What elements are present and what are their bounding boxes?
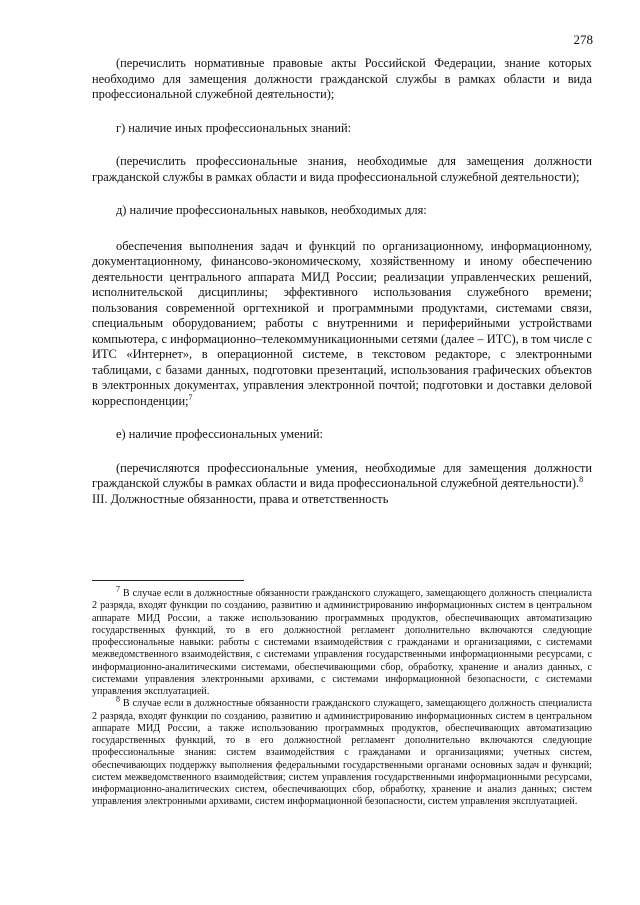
footnote-ref-8[interactable]: 8 <box>579 474 584 484</box>
footnote-number: 8 <box>116 694 120 704</box>
main-text <box>92 56 592 507</box>
footnote-text: В случае если в должностные обязанности гражданского служащего, замещающего должность специалиста 2 разряда, входят функции по созданию, развитию и администрированию информационных систем в центральном аппарате МИД России, а также использованию программных продуктов, обеспечивающих автоматизацию государственных функций, то в его должностной регламент дополнительно включаются следующие профессиональные знания: систем взаимодействия с гражданами и организациями; учетных систем, обеспечивающих поддержку выполнения федеральными государственными органами основных задач и функций; систем межведомственного взаимодействия; систем управления государственными информационными ресурсами, информационно-аналитических систем, обеспечивающих сбор, обработку, хранение и анализ данных; систем управления электронными архивами, систем информационной безопасности, систем управления эксплуатацией. <box>92 698 592 808</box>
footnotes <box>92 584 592 809</box>
paragraph-professional-abilities <box>92 461 592 492</box>
paragraph-legal-acts: (перечислить нормативные правовые акты Российской Федерации, знание которых необходимо для замещения должности гражданской службы в рамках области и вида профессиональной служебной деятельности); <box>92 56 592 101</box>
footnote-text: В случае если в должностные обязанности гражданского служащего, замещающего должность специалиста 2 разряда, входят функции по созданию, развитию и администрированию информационных систем в центральном аппарате МИД России, а также использованию программных продуктов, обеспечивающих автоматизацию государственных функций, то в его должностной регламент дополнительно включаются следующие профессиональные навыки: работы с системами взаимодействия с гражданами и организациями, с системами межведомственного взаимодействия, с системами управления государственными информационными ресурсами, с информационно-аналитическими системами, обеспечивающими сбор, обработку, хранение и анализ данных, с системами управления электронными архивами, с системами информационной безопасности, с системами управления эксплуатацией. <box>92 588 592 697</box>
paragraph-skills-heading: д) наличие профессиональных навыков, необходимых для: <box>116 203 427 217</box>
section-title: III. Должностные обязанности, права и ответственность <box>92 491 389 506</box>
page-number: 278 <box>573 32 593 47</box>
skills-list-text: обеспечения выполнения задач и функций по организационному, информационному, документационному, финансово-экономическому, хозяйственному и иному обеспечению деятельности центрального аппарата МИД России; реализации управленческих решений, исполнительской дисциплины; эффективного использования служебного времени; пользования современной оргтехникой и программными продуктами, системами связи, специальным оборудованием; работы с внутренними и периферийными устройствами компьютера, с информационно–телекоммуникационными сетями (далее – ИТС), в том числе с ИТС «Интернет», в операционной системе, в текстовом редакторе, с электронными таблицами, с базами данных, подготовки презентаций, использования графических объектов в электронных документах, управления электронной почтой; подготовки и доставки деловой корреспонденции; <box>92 238 592 408</box>
paragraph-professional-knowledge: (перечислить профессиональные знания, необходимые для замещения должности гражданской службы в рамках области и вида профессиональной служебной деятельности); <box>92 154 592 184</box>
abilities-text: (перечисляются профессиональные умения, необходимые для замещения должности гражданской службы в рамках области и вида профессиональной служебной деятельности). <box>92 460 592 490</box>
footnote-7 <box>92 584 592 698</box>
footnote-ref-7[interactable]: 7 <box>188 392 193 402</box>
footnote-8 <box>92 694 592 808</box>
footnote-number: 7 <box>116 584 120 594</box>
footnote-divider <box>92 580 244 581</box>
paragraph-skills-list <box>92 239 592 410</box>
paragraph-abilities-heading: е) наличие профессиональных умений: <box>116 427 323 441</box>
paragraph-other-knowledge-heading: г) наличие иных профессиональных знаний: <box>116 120 352 135</box>
